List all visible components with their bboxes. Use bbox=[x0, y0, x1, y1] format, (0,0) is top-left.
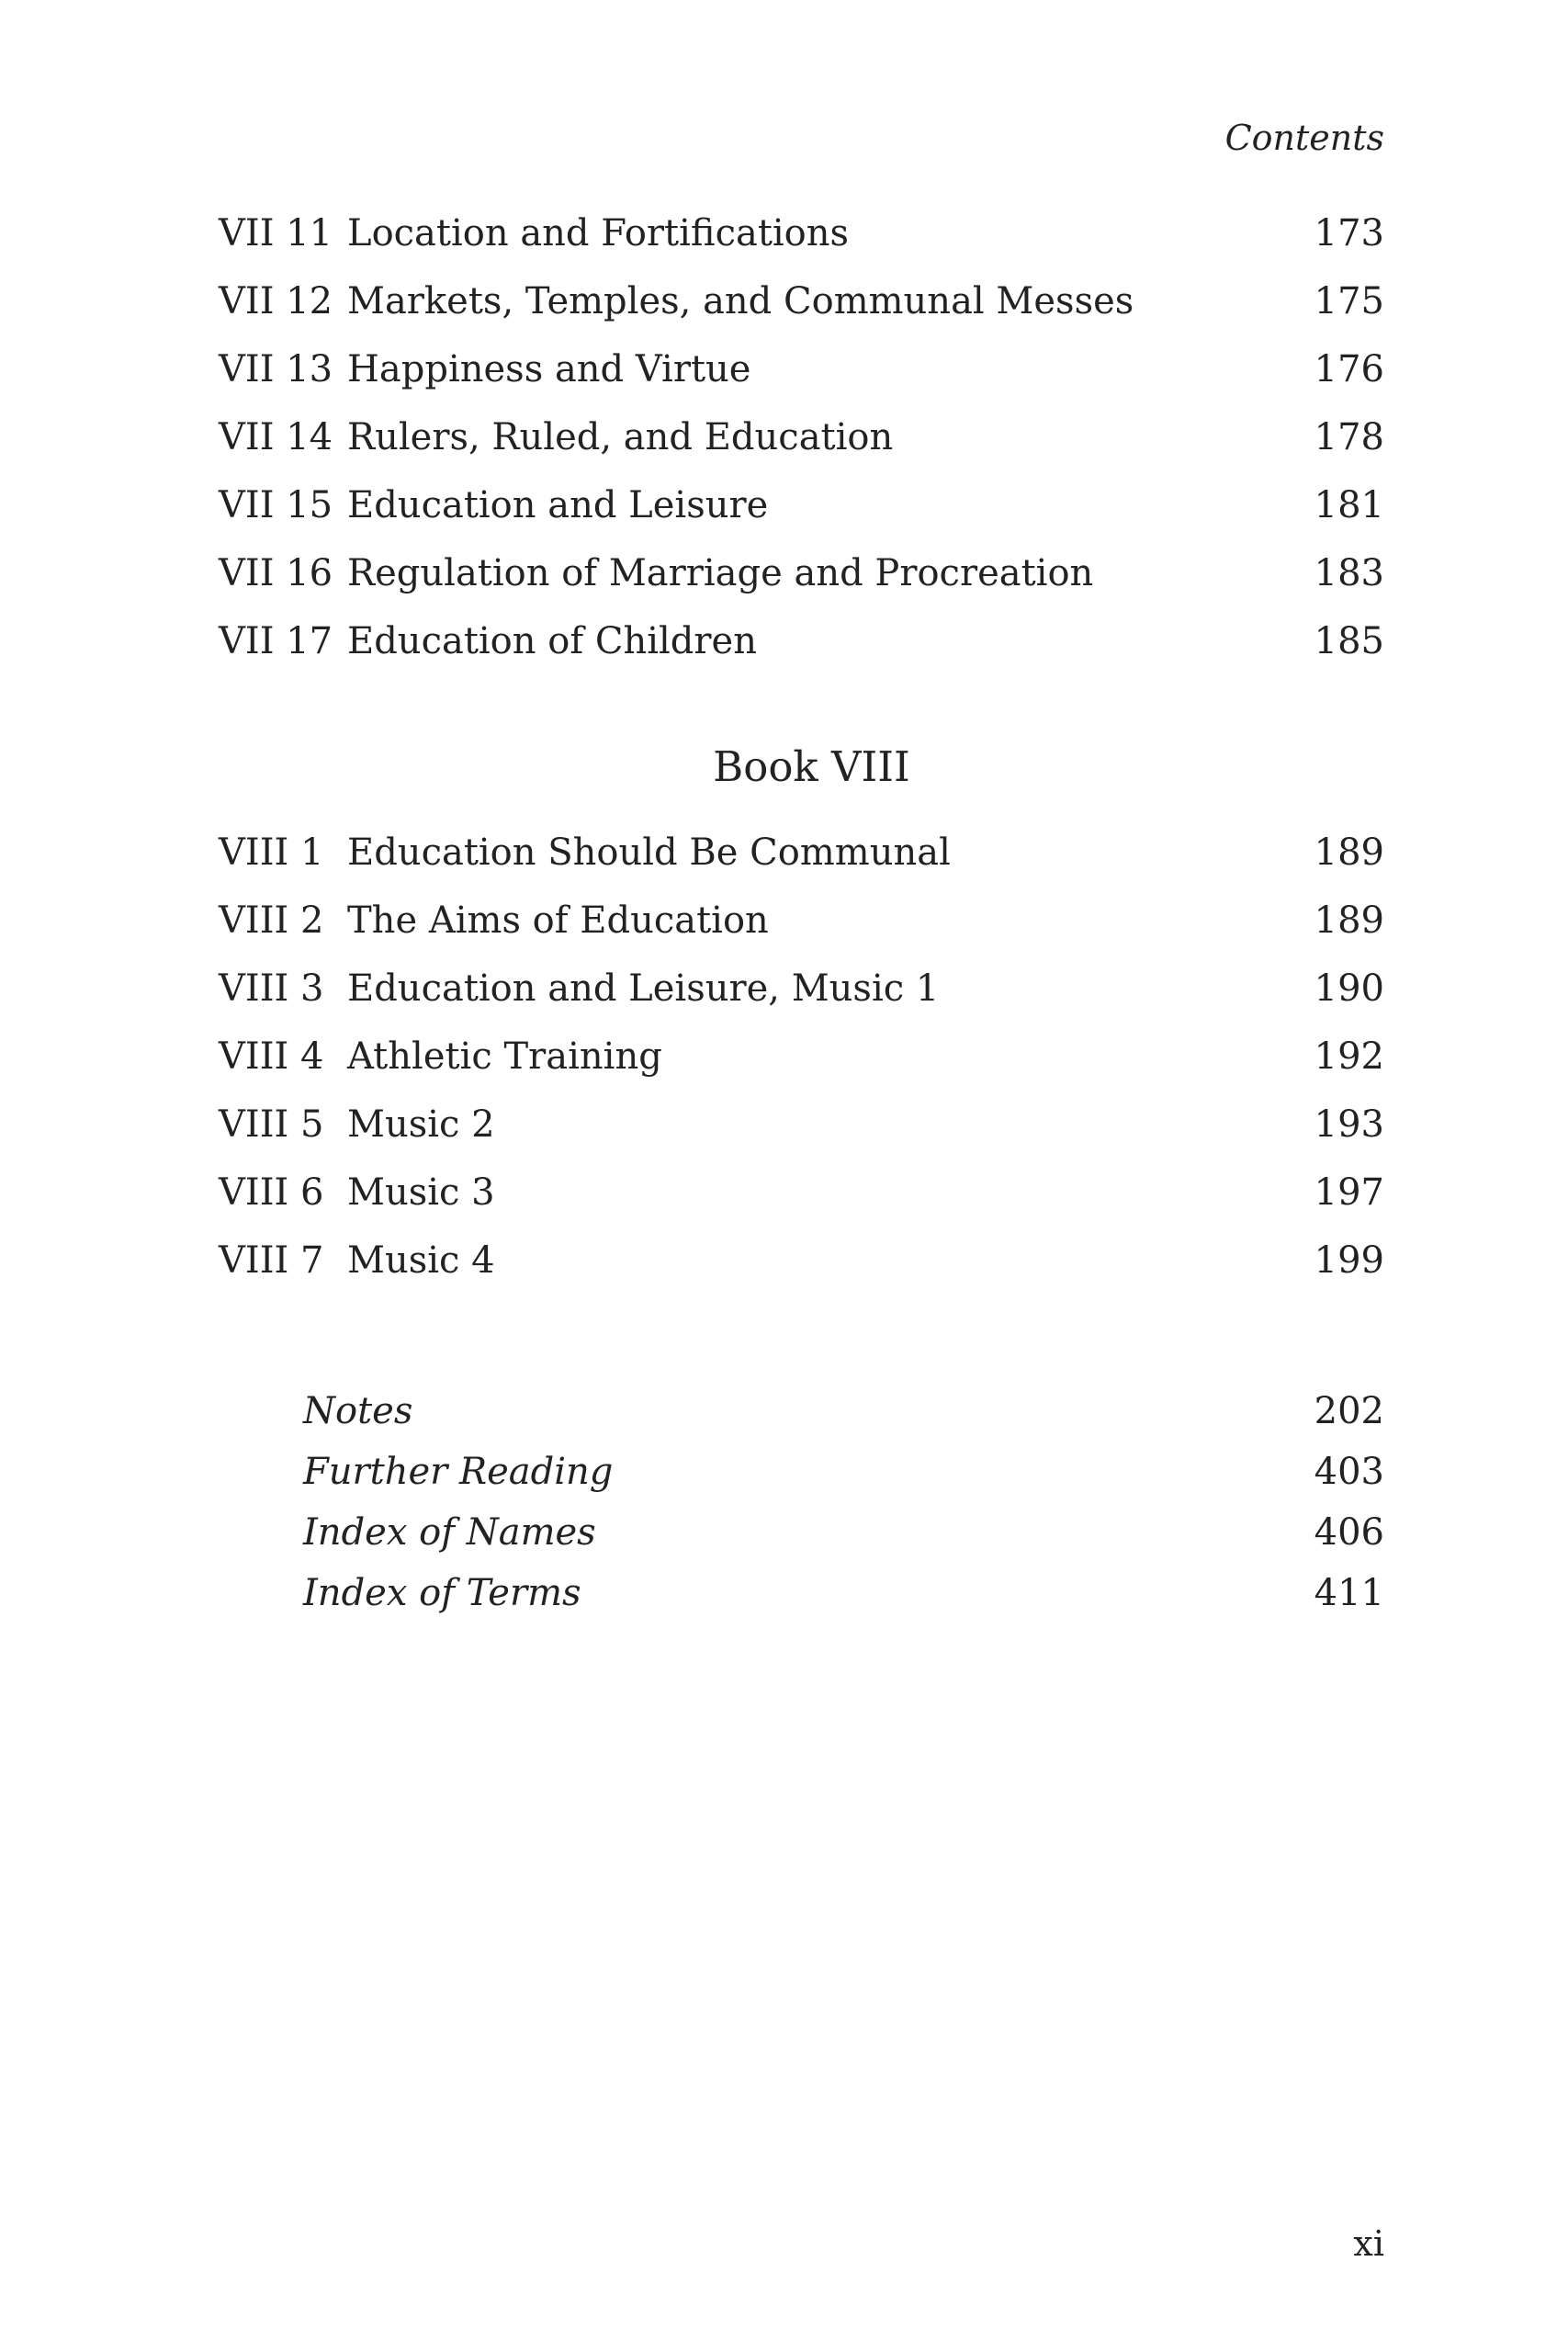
back-matter-title: Index of Terms bbox=[303, 1572, 581, 1614]
page-number: 183 bbox=[1314, 552, 1384, 594]
back-matter-entry[interactable] bbox=[303, 1384, 1384, 1439]
toc-entry[interactable] bbox=[219, 410, 1384, 465]
chapter-number: VIII 4 bbox=[219, 1035, 324, 1078]
chapter-number: VIII 6 bbox=[219, 1171, 324, 1214]
page-number: 189 bbox=[1314, 899, 1384, 942]
chapter-number: VIII 2 bbox=[219, 899, 324, 942]
chapter-number: VIII 3 bbox=[219, 967, 324, 1010]
page-number: 403 bbox=[1314, 1451, 1384, 1493]
chapter-title: Education of Children bbox=[347, 620, 757, 662]
page-number: 185 bbox=[1314, 620, 1384, 662]
back-matter-entry[interactable] bbox=[303, 1505, 1384, 1560]
toc-entry[interactable] bbox=[219, 961, 1384, 1016]
toc-entry[interactable] bbox=[219, 342, 1384, 397]
toc-entry[interactable] bbox=[219, 1233, 1384, 1288]
page-number: 176 bbox=[1314, 348, 1384, 390]
page-number: 197 bbox=[1314, 1171, 1384, 1214]
page-number: 202 bbox=[1314, 1390, 1384, 1432]
toc-entry[interactable] bbox=[219, 478, 1384, 533]
toc-entry[interactable] bbox=[219, 1029, 1384, 1084]
back-matter-title: Notes bbox=[303, 1390, 413, 1432]
page-number: 175 bbox=[1314, 280, 1384, 322]
page-number: 193 bbox=[1314, 1103, 1384, 1146]
chapter-title: Regulation of Marriage and Procreation bbox=[347, 552, 1094, 594]
running-head: Contents bbox=[1224, 118, 1384, 158]
back-matter-title: Index of Names bbox=[303, 1511, 596, 1554]
chapter-title: Location and Fortifications bbox=[347, 212, 850, 254]
chapter-title: Education and Leisure bbox=[347, 484, 769, 526]
page-number: 173 bbox=[1314, 212, 1384, 254]
toc-entry[interactable] bbox=[219, 206, 1384, 261]
back-matter-entry[interactable] bbox=[303, 1566, 1384, 1621]
chapter-number: VII 12 bbox=[219, 280, 333, 322]
chapter-title: Education Should Be Communal bbox=[347, 831, 951, 874]
chapter-title: The Aims of Education bbox=[347, 899, 769, 942]
toc-entry[interactable] bbox=[219, 1165, 1384, 1220]
page-number: 190 bbox=[1314, 967, 1384, 1010]
chapter-number: VIII 7 bbox=[219, 1239, 324, 1282]
chapter-title: Music 4 bbox=[347, 1239, 495, 1282]
toc-entry[interactable] bbox=[219, 614, 1384, 669]
chapter-number: VII 11 bbox=[219, 212, 333, 254]
chapter-number: VII 14 bbox=[219, 416, 333, 458]
chapter-title: Music 3 bbox=[347, 1171, 495, 1214]
chapter-number: VIII 5 bbox=[219, 1103, 324, 1146]
chapter-number: VIII 1 bbox=[219, 831, 324, 874]
chapter-number: VII 16 bbox=[219, 552, 333, 594]
page-number: 189 bbox=[1314, 831, 1384, 874]
page-number: 178 bbox=[1314, 416, 1384, 458]
toc-entry[interactable] bbox=[219, 893, 1384, 948]
chapter-number: VII 15 bbox=[219, 484, 333, 526]
page-number: 406 bbox=[1314, 1511, 1384, 1554]
chapter-title: Rulers, Ruled, and Education bbox=[347, 416, 894, 458]
toc-entry[interactable] bbox=[219, 825, 1384, 880]
book-heading: Book VIII bbox=[713, 742, 910, 791]
chapter-number: VII 17 bbox=[219, 620, 333, 662]
chapter-title: Happiness and Virtue bbox=[347, 348, 751, 390]
back-matter-title: Further Reading bbox=[303, 1451, 614, 1493]
toc-entry[interactable] bbox=[219, 546, 1384, 601]
folio-page-number: xi bbox=[1353, 2223, 1384, 2264]
page-number: 411 bbox=[1314, 1572, 1384, 1614]
toc-entry[interactable] bbox=[219, 274, 1384, 329]
chapter-title: Music 2 bbox=[347, 1103, 495, 1146]
toc-entry[interactable] bbox=[219, 1097, 1384, 1152]
chapter-title: Education and Leisure, Music 1 bbox=[347, 967, 940, 1010]
page-number: 199 bbox=[1314, 1239, 1384, 1282]
page-number: 181 bbox=[1314, 484, 1384, 526]
chapter-number: VII 13 bbox=[219, 348, 333, 390]
back-matter-entry[interactable] bbox=[303, 1444, 1384, 1499]
chapter-title: Athletic Training bbox=[347, 1035, 662, 1078]
page-number: 192 bbox=[1314, 1035, 1384, 1078]
chapter-title: Markets, Temples, and Communal Messes bbox=[347, 280, 1134, 322]
